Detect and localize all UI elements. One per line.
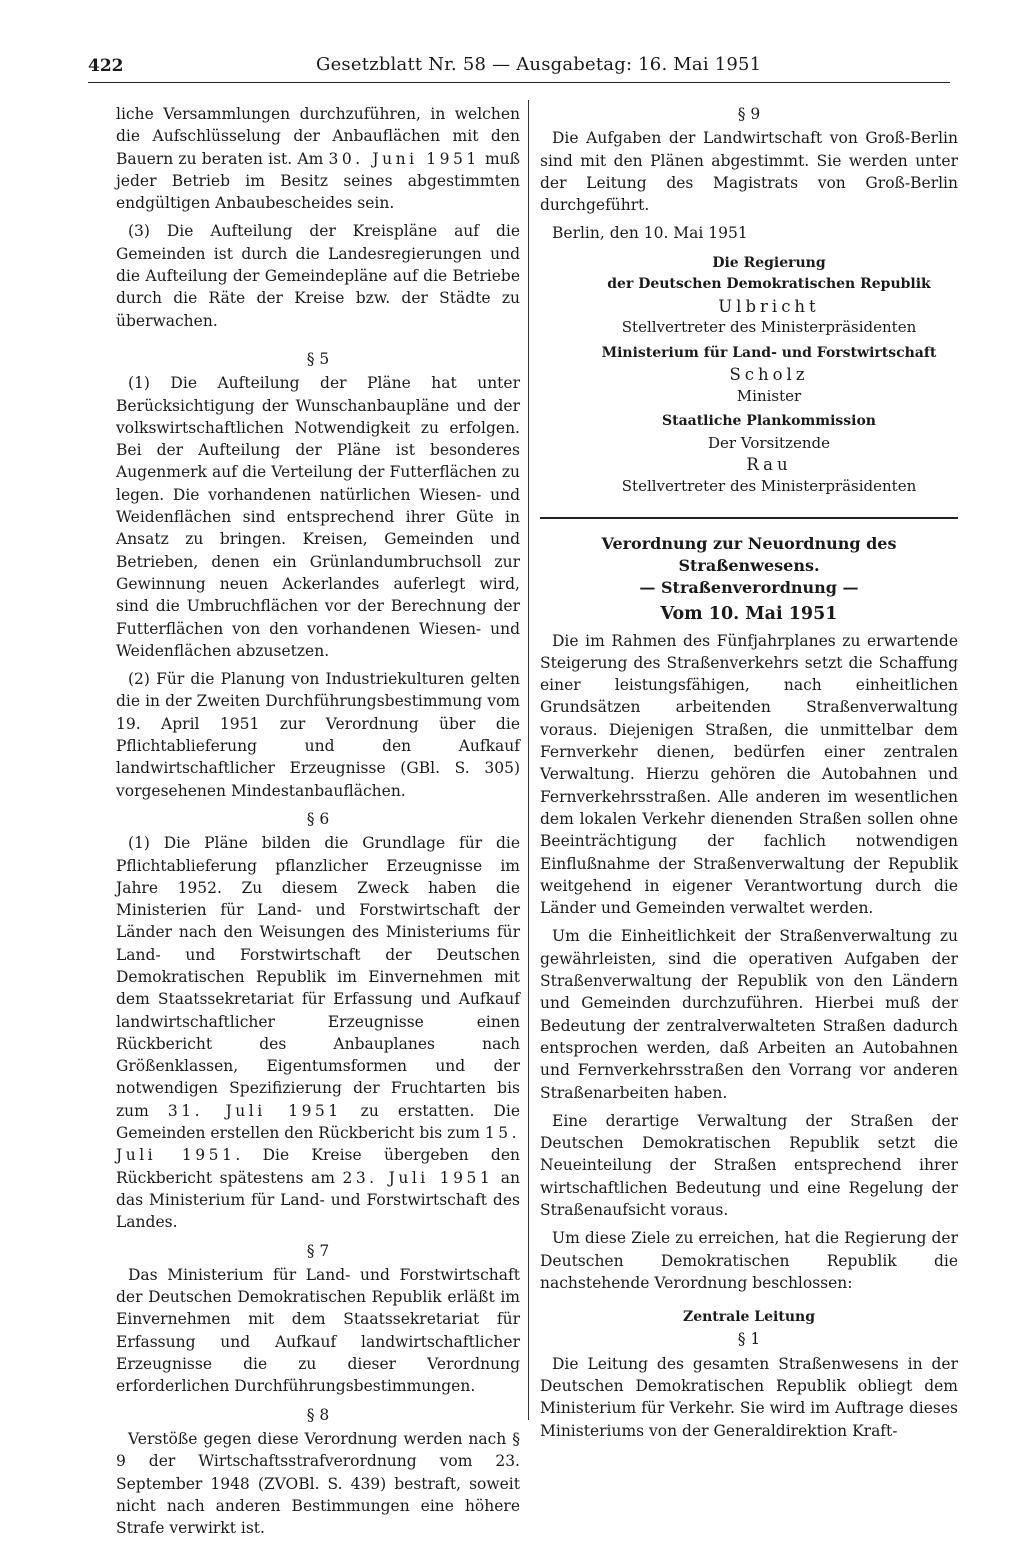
spaced-date: 15. Juli 1951 bbox=[116, 1124, 521, 1165]
paragraph-6-1: (1) Die Pläne bilden die Grundlage für die Pflichtablieferung pflanzlicher Erzeugnisse im Jahre 1952. Zu diesem Zweck haben die Ministerien für Land- und Forstwirtschaft der Länder nach den Weisungen des Ministeriums für Land- und Forstwirtschaft der Deutschen Demokratischen Republik im Einvernehmen mit dem Staatssekretariat für Erfassung und Aufkauf landwirtschaftlicher Erzeugnisse einen Rückbericht des Anbauplanes nach Größenklassen, Eigentumsformen und der notwendigen Spezifizierung der Fruchtarten bis zum 31. Juli 1951 zu erstatten. Die Gemeinden erstellen den Rückbericht bis zum 15. Juli 1951. Die Kreise übergeben den Rückbericht spätestens am 23. Juli 1951 an das Ministerium für Land- und Forstwirtschaft des Landes. bbox=[116, 834, 521, 1232]
signatory-org: Ministerium für Land- und Forstwirtschaft bbox=[601, 344, 937, 361]
section-heading-5: § 5 bbox=[306, 349, 330, 368]
signatory-role: Stellvertreter des Ministerpräsidenten bbox=[621, 318, 917, 337]
decree-title: Verordnung zur Neuordnung des Straßenwesens. bbox=[601, 534, 897, 576]
signatory-name: Ulbricht bbox=[718, 296, 820, 316]
preamble-paragraph: Um diese Ziele zu erreichen, hat die Regierung der Deutschen Demokratischen Republik die nachstehende Verordnung beschlossen: bbox=[540, 1229, 958, 1292]
decree-short-title: — Straßenverordnung — bbox=[639, 578, 859, 598]
preamble-paragraph: Die im Rahmen des Fünfjahrplanes zu erwartende Steigerung des Straßenverkehrs setzt die Schaffung einer leistungsfähigen, nach einheitlichen Grundsätzen arbeitenden Straßenverwaltung voraus. Diejenigen Straßen, die unmittelbar dem Fernverkehr dienen, bedürfen einer zentralen Verwaltung. Hierzu gehören die Autobahnen und Fernverkehrsstraßen. Alle anderen im wesentlichen dem lokalen Verkehr dienenden Straßen sollen ohne Beeinträchtigung der fachlich notwendigen Einflußnahme der Straßenverwaltung der Republik weitgehend in eigener Verantwortung durch die Länder und Gemeinden verwaltet werden. bbox=[540, 631, 958, 918]
section-heading-7: § 7 bbox=[306, 1241, 330, 1260]
paragraph-continuation: liche Versammlungen durchzuführen, in welchen die Aufschlüsselung der Anbauflächen mit den Bauern zu beraten ist. Am 30. Juni 1951 muß jeder Betrieb im Besitz seines abgestimmten endgültigen Anbaubescheides sein. bbox=[116, 105, 520, 213]
right-column bbox=[540, 103, 958, 1448]
decree-date: Vom 10. Mai 1951 bbox=[660, 604, 838, 625]
left-column bbox=[116, 103, 520, 1545]
paragraph-5-2: (2) Für die Planung von Industriekulturen gelten die in der Zweiten Durchführungsbestimmung vom 19. April 1951 zur Verordnung über die Pflichtablieferung und den Aufkauf landwirtschaftlicher Erzeugnisse (GBl. S. 305) vorgesehenen Mindestanbauflächen. bbox=[116, 670, 520, 800]
section-heading-9: § 9 bbox=[737, 105, 761, 123]
spaced-date: 23. Juli 1951 bbox=[342, 1168, 494, 1187]
signatory-name: Rau bbox=[746, 455, 792, 475]
paragraph-4-3: (3) Die Aufteilung der Kreispläne auf die Gemeinden ist durch die Landesregierungen und die Aufteilung der Gemeindepläne auf die Betriebe durch die Räte der Kreise bzw. der Städte zu überwachen. bbox=[116, 222, 520, 330]
gazette-header-title: Gesetzblatt Nr. 58 — Ausgabetag: 16. Mai 1951 bbox=[316, 54, 762, 75]
signatory-role: Minister bbox=[736, 386, 802, 405]
section-heading-6: § 6 bbox=[306, 809, 330, 828]
section-heading-8: § 8 bbox=[306, 1405, 330, 1424]
signatory-org: der Deutschen Demokratischen Republik bbox=[607, 276, 931, 293]
page-number: 422 bbox=[88, 56, 124, 76]
spaced-date: 31. Juli 1951 bbox=[167, 1101, 342, 1120]
preamble-paragraph: Eine derartige Verwaltung der Straßen der Deutschen Demokratischen Republik setzt die Neueinteilung der Straßen entsprechend ihrer wirtschaftlichen Bedeutung und eine Regelung der Straßenaufsicht voraus. bbox=[540, 1111, 958, 1219]
paragraph-9: Die Aufgaben der Landwirtschaft von Groß-Berlin sind mit den Plänen abgestimmt. Sie werden unter der Leitung des Magistrats von Groß-Berlin durchgeführt. bbox=[540, 129, 958, 215]
place-and-date: Berlin, den 10. Mai 1951 bbox=[552, 224, 748, 243]
preamble-paragraph: Um die Einheitlichkeit der Straßenverwaltung zu gewährleisten, sind die operativen Aufgaben der Straßenverwaltung der Republik von den Ländern und Gemeinden durchzuführen. Hierbei muß der Bedeutung der zentralverwalteten Straßen dadurch entsprochen werden, daß Arbeiten an Autobahnen und Fernverkehrsstraßen den Vorrang vor anderen Straßenarbeiten haben. bbox=[540, 927, 958, 1102]
paragraph-5-1: (1) Die Aufteilung der Pläne hat unter Berücksichtigung der Wunschanbaupläne und der volkswirtschaftlichen Notwendigkeit zu erfolgen. Bei der Aufteilung der Pläne ist besonderes Augenmerk auf die Verteilung der Futterflächen zu legen. Die vorhandenen natürlichen Wiesen- und Weidenflächen sind entsprechend ihrer Güte in Ansatz zu bringen. Kreisen, Gemeinden und Betrieben, denen ein Grünlandumbruchsoll zur Gewinnung neuen Ackerlandes auferlegt wird, sind die Umbruchflächen vor der Berechnung der Futterflächen von den vorhandenen Wiesen- und Weidenflächen abzusetzen. bbox=[116, 374, 520, 660]
signatory-org: Staatliche Plankommission bbox=[662, 413, 876, 430]
signatory-name: Scholz bbox=[729, 365, 809, 385]
spaced-date: 30. Juni 1951 bbox=[328, 149, 480, 168]
section-heading-1: § 1 bbox=[737, 1330, 761, 1349]
column-divider bbox=[528, 100, 529, 1420]
paragraph-7: Das Ministerium für Land- und Forstwirtschaft der Deutschen Demokratischen Republik erläßt im Einvernehmen mit dem Staatssekretariat für Erfassung und Aufkauf landwirtschaftlicher Erzeugnisse die zu dieser Verordnung erforderlichen Durchführungsbestimmungen. bbox=[116, 1265, 520, 1396]
signatory-org: Die Regierung bbox=[712, 254, 826, 271]
signature-block bbox=[580, 253, 958, 498]
subheading-central-management: Zentrale Leitung bbox=[682, 1309, 815, 1326]
paragraph-8: Verstöße gegen diese Verordnung werden nach § 9 der Wirtschaftsstrafverordnung vom 23. September 1948 (ZVOBl. S. 439) bestraft, soweit nicht nach anderen Bestimmungen eine höhere Strafe verwirkt ist. bbox=[116, 1429, 520, 1538]
paragraph-1: Die Leitung des gesamten Straßenwesens in der Deutschen Demokratischen Republik obliegt dem Ministerium für Verkehr. Sie wird im Auftrage dieses Ministeriums von der Generaldirektion Kraft- bbox=[540, 1354, 958, 1440]
signatory-role: Der Vorsitzende bbox=[708, 433, 830, 452]
page-header bbox=[88, 52, 950, 83]
section-rule bbox=[540, 517, 958, 519]
signatory-role: Stellvertreter des Ministerpräsidenten bbox=[621, 476, 917, 495]
